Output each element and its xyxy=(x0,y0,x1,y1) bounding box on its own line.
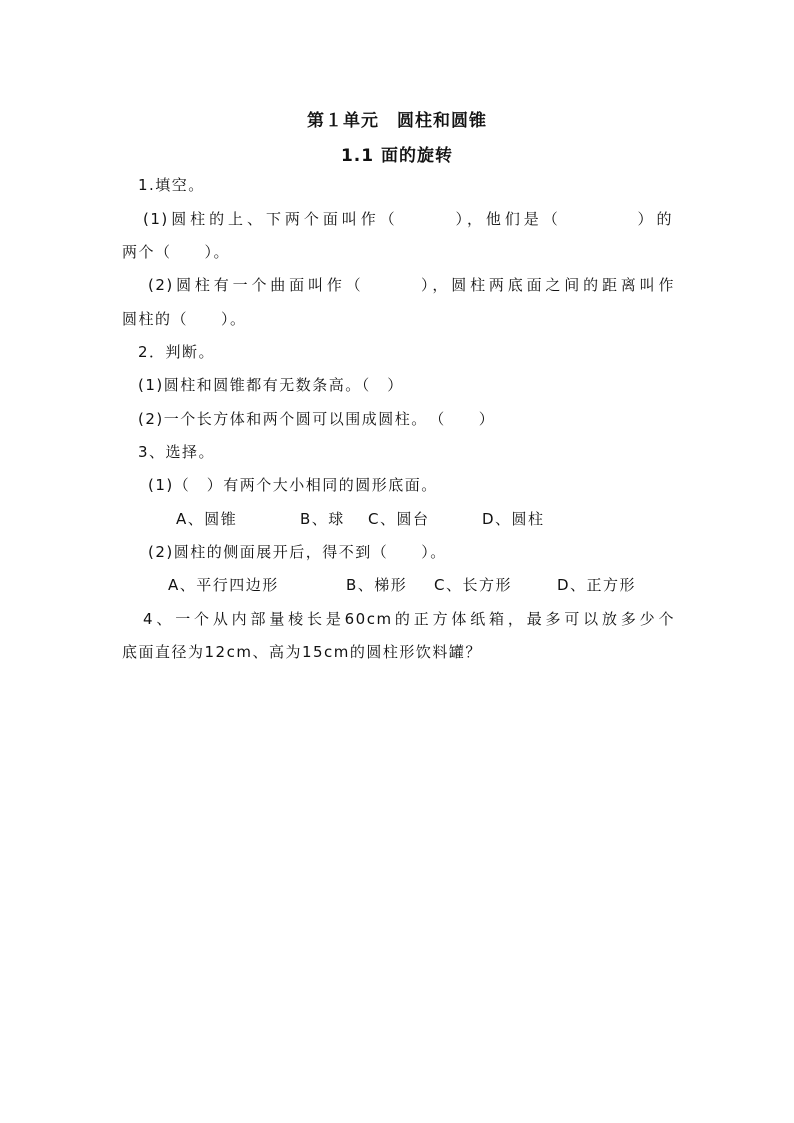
section3-q1-option-b: B、球 xyxy=(300,510,345,528)
section3-q2-option-d: D、正方形 xyxy=(557,576,637,594)
section1-q2-line2: 圆柱的（ ）。 xyxy=(122,310,247,328)
section1-q2-line1: (2)圆柱有一个曲面叫作（ ），圆柱两底面之间的距离叫作 xyxy=(148,276,675,294)
section2-q2: (2)一个长方体和两个圆可以围成圆柱。 （ ） xyxy=(138,410,496,428)
section3-q2-option-c: C、长方形 xyxy=(434,576,512,594)
section1-q1-line1: (1)圆柱的上、下两个面叫作（ ），他们是（ ）的 xyxy=(143,210,673,228)
section1-heading: 1.填空。 xyxy=(138,176,205,194)
section3-q2-option-a: A、平行四边形 xyxy=(168,576,279,594)
unit-title: 第１单元 圆柱和圆锥 xyxy=(307,111,487,131)
section2-q1: (1)圆柱和圆锥都有无数条高。（ ） xyxy=(138,376,404,394)
section3-q2-option-b: B、梯形 xyxy=(346,576,408,594)
section4-line2: 底面直径为12cm、高为15cm的圆柱形饮料罐？ xyxy=(122,643,482,661)
section3-q1-option-d: D、圆柱 xyxy=(482,510,545,528)
section3-heading: 3、选择。 xyxy=(138,443,216,461)
section3-q2: (2)圆柱的侧面展开后，得不到（ ）。 xyxy=(148,543,447,561)
section3-q1: (1)（ ）有两个大小相同的圆形底面。 xyxy=(148,476,438,494)
section3-q1-option-c: C、圆台 xyxy=(368,510,430,528)
section2-heading: 2．判断。 xyxy=(138,343,216,361)
section3-q1-option-a: A、圆锥 xyxy=(176,510,238,528)
section1-q1-line2: 两个（ ）。 xyxy=(122,243,231,261)
section4-line1: 4、一个从内部量棱长是60cm的正方体纸箱，最多可以放多少个 xyxy=(143,610,675,628)
lesson-title: 1.1 面的旋转 xyxy=(340,146,454,166)
